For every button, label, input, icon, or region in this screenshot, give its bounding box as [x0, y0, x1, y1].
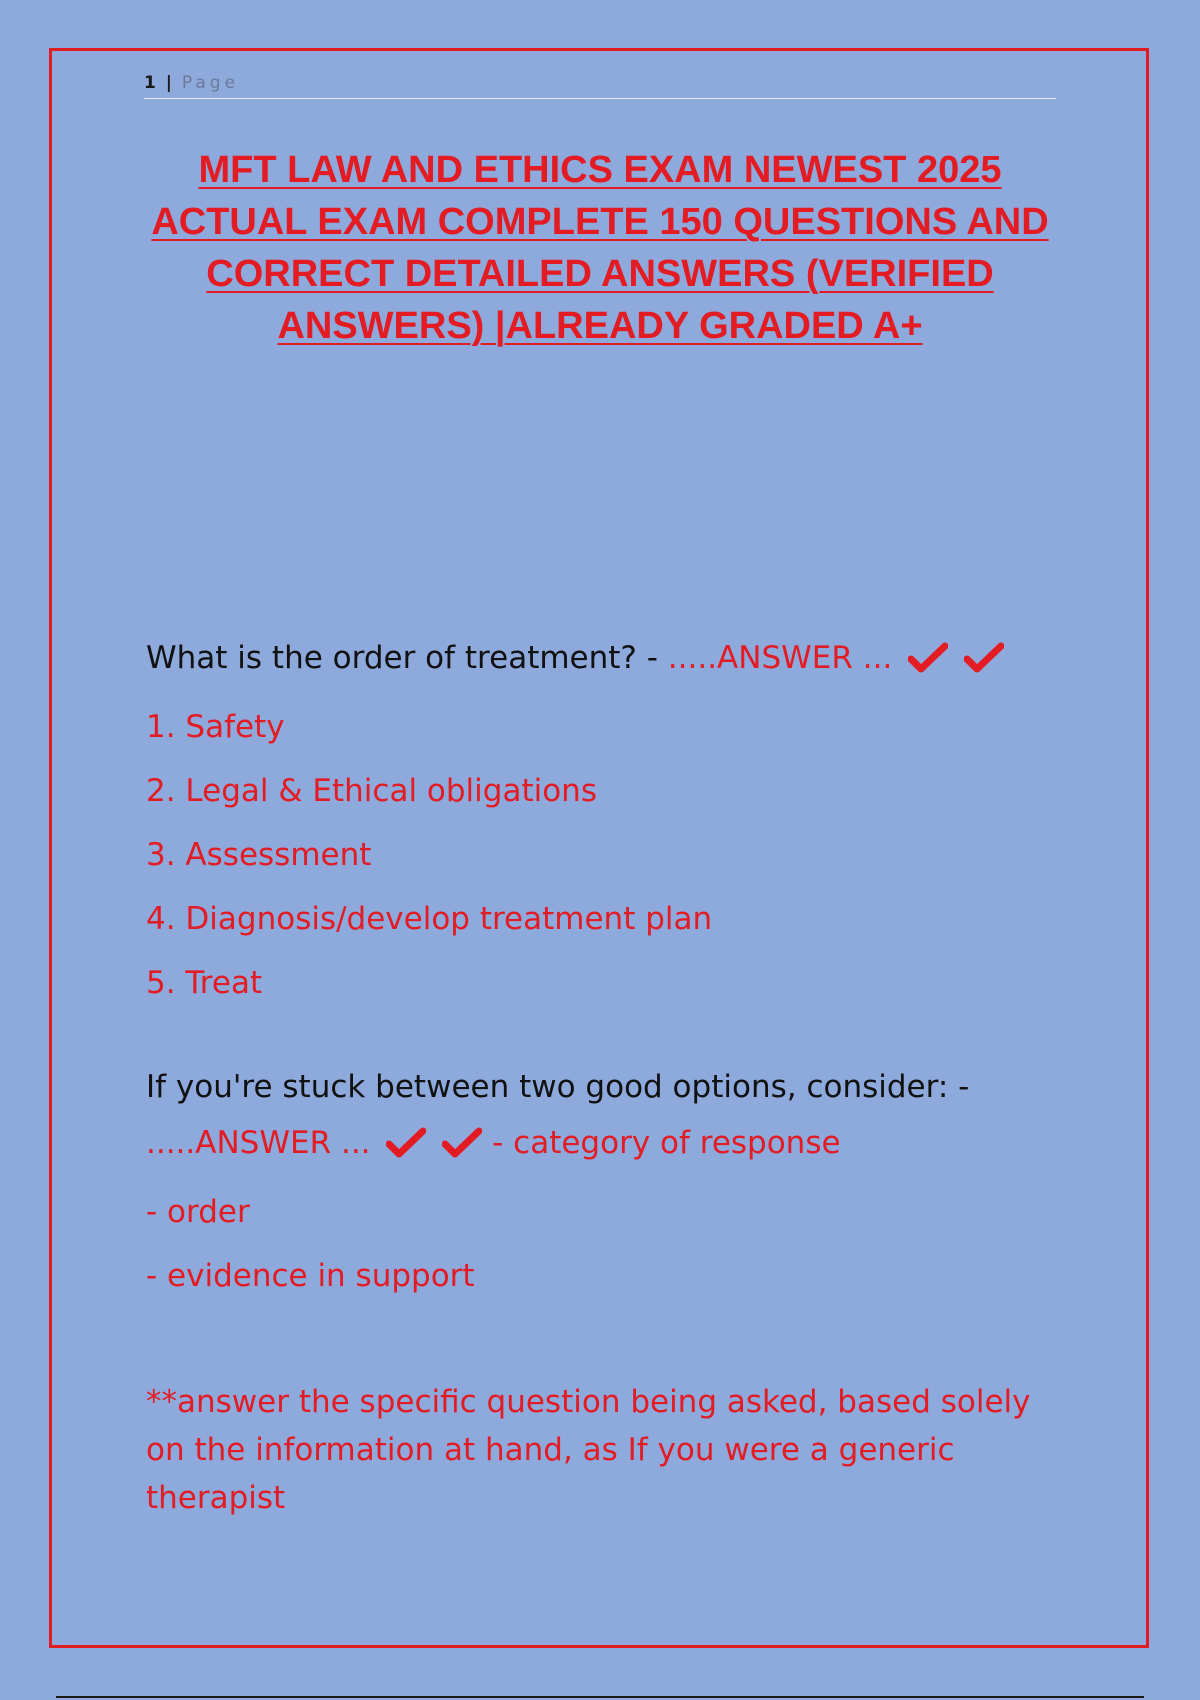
note-block — [146, 1378, 1076, 1522]
answer-item: 4. Diagnosis/develop treatment plan — [146, 901, 713, 937]
answer-item: 2. Legal & Ethical obligations — [146, 773, 597, 809]
answer-item: 1. Safety — [146, 709, 285, 745]
answer-item: - evidence in support — [146, 1258, 475, 1294]
answer-tag: .....ANSWER ... — [667, 640, 893, 676]
page-number-label — [144, 73, 239, 93]
question-text: What is the order of treatment? - — [146, 640, 658, 676]
answer-item: - order — [146, 1194, 250, 1230]
page-header — [144, 70, 1056, 99]
question-block-1 — [146, 636, 1076, 1000]
question-block-2 — [146, 1065, 1076, 1293]
page-word: Page — [181, 73, 240, 93]
page-separator: | — [165, 73, 174, 93]
check-icon — [442, 1127, 482, 1159]
question-line — [146, 636, 1076, 680]
bottom-rule — [56, 1696, 1144, 1698]
answer-line — [146, 1121, 1076, 1165]
check-icon — [386, 1127, 426, 1159]
answer-item: 3. Assessment — [146, 837, 372, 873]
note-text: **answer the specific question being asked, based solely on the information at hand, as If you were a generic therapist — [146, 1384, 1031, 1516]
answer-first-item: - category of response — [492, 1125, 841, 1161]
check-icon — [964, 642, 1004, 674]
answer-tag: .....ANSWER ... — [146, 1125, 371, 1161]
answer-item: 5. Treat — [146, 965, 263, 1001]
page-number: 1 — [144, 73, 158, 93]
document-title: MFT LAW AND ETHICS EXAM NEWEST 2025 ACTUAL EXAM COMPLETE 150 QUESTIONS AND CORRECT DETAILED ANSWERS (VERIFIED ANSWERS) |ALREADY GRADED A+ — [151, 149, 1049, 347]
question-text: If you're stuck between two good options, consider: - — [146, 1069, 970, 1105]
check-icon — [908, 642, 948, 674]
